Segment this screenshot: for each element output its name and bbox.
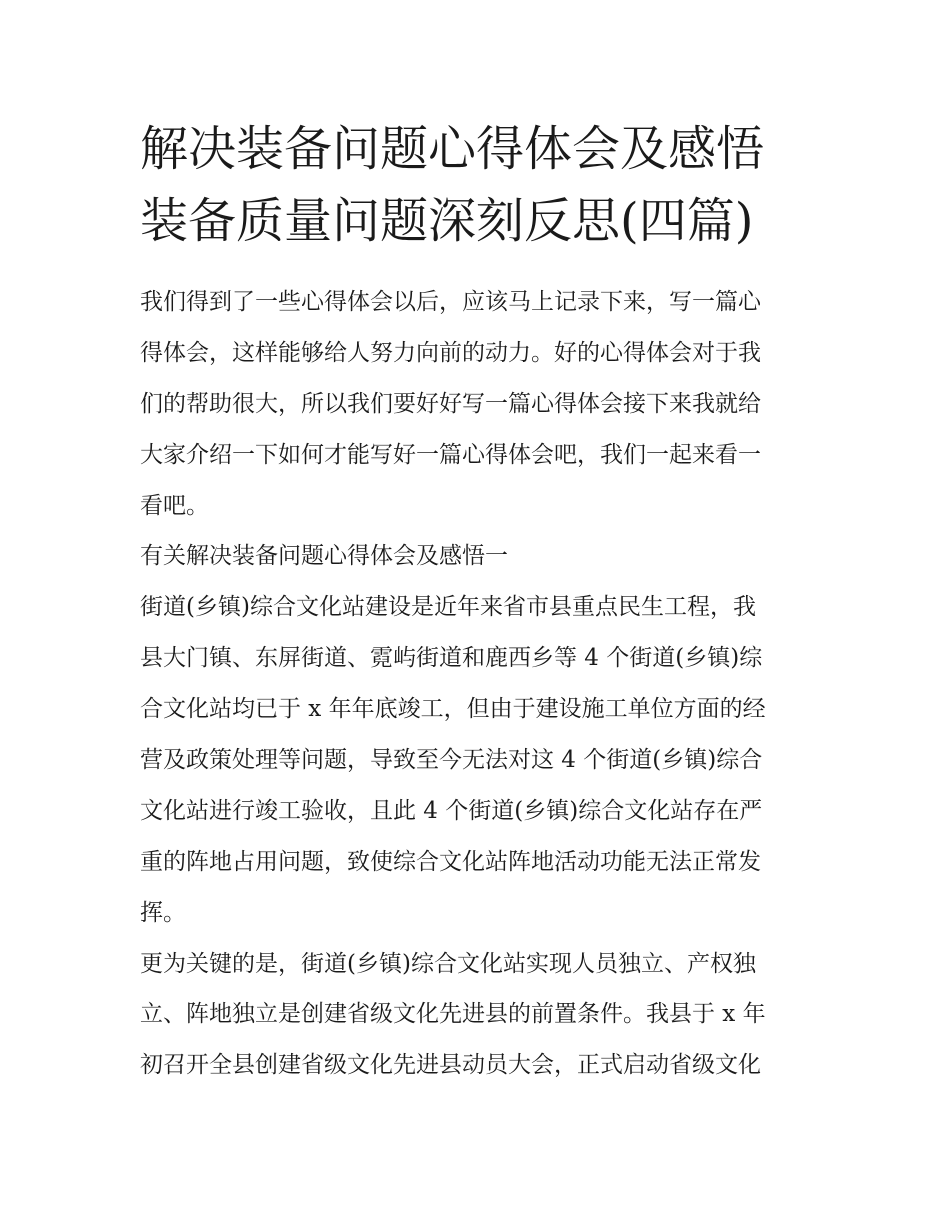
text-line: 有关解决装备问题心得体会及感悟一 xyxy=(140,543,508,570)
document-title xyxy=(140,113,830,257)
text-line: 挥。 xyxy=(140,899,186,926)
text-line: 重的阵地占用问题，致使综合文化站阵地活动功能无法正常发 xyxy=(140,848,761,875)
section-heading xyxy=(140,531,830,582)
text-line: 我们得到了一些心得体会以后，应该马上记录下来，写一篇心 xyxy=(140,289,761,315)
title-line-1: 解决装备问题心得体会及感悟 xyxy=(140,121,765,177)
body-paragraph-1 xyxy=(140,582,830,938)
text-line: 立、阵地独立是创建省级文化先进县的前置条件。我县于 x 年 xyxy=(140,1001,766,1028)
document-body xyxy=(140,277,830,1091)
text-line: 营及政策处理等问题，导致至今无法对这 4 个街道(乡镇)综合 xyxy=(140,747,763,774)
text-line: 文化站进行竣工验收，且此 4 个街道(乡镇)综合文化站存在严 xyxy=(140,797,763,824)
title-line-2: 装备质量问题深刻反思(四篇) xyxy=(140,193,754,249)
text-line: 合文化站均已于 x 年年底竣工，但由于建设施工单位方面的经 xyxy=(140,696,766,723)
body-paragraph-2 xyxy=(140,939,830,1092)
text-line: 初召开全县创建省级文化先进县动员大会，正式启动省级文化 xyxy=(140,1052,761,1079)
text-line: 们的帮助很大，所以我们要好好写一篇心得体会接下来我就给 xyxy=(140,390,761,417)
text-line: 县大门镇、东屏街道、霓屿街道和鹿西乡等 4 个街道(乡镇)综 xyxy=(140,645,763,672)
text-line: 大家介绍一下如何才能写好一篇心得体会吧，我们一起来看一 xyxy=(140,441,761,468)
text-line: 更为关键的是，街道(乡镇)综合文化站实现人员独立、产权独 xyxy=(140,950,756,977)
text-line: 街道(乡镇)综合文化站建设是近年来省市县重点民生工程，我 xyxy=(140,594,756,621)
text-line: 看吧。 xyxy=(140,492,209,519)
intro-paragraph xyxy=(140,277,830,531)
text-line: 得体会，这样能够给人努力向前的动力。好的心得体会对于我 xyxy=(140,339,761,366)
